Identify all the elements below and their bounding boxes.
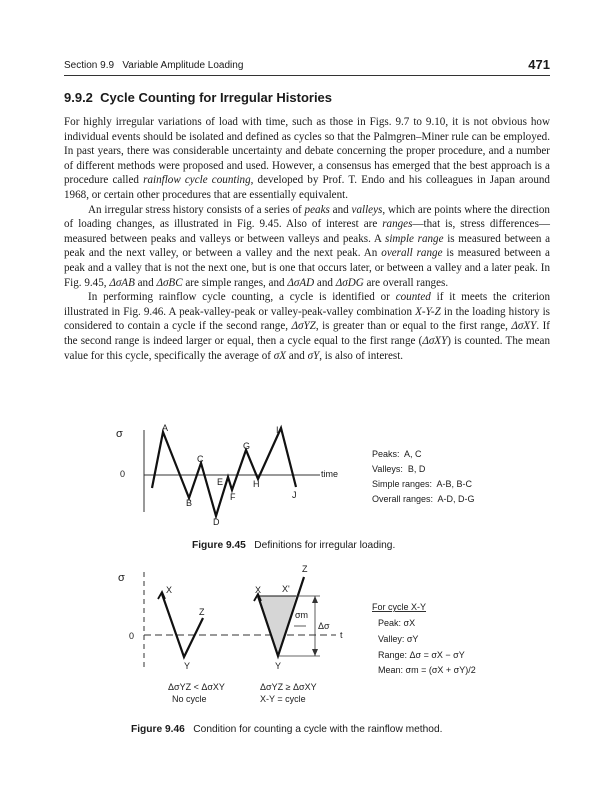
math-delta-sigma-yz: ΔσYZ — [291, 320, 316, 333]
figure-9-45-caption-text: Definitions for irregular loading. — [254, 540, 396, 551]
math-delta-sigma-ad: ΔσAD — [287, 276, 315, 289]
sigma-m-label: σm — [295, 610, 309, 620]
term-simple-range: simple range — [385, 232, 444, 245]
point-d-label: D — [213, 517, 220, 527]
point-a-label: A — [162, 423, 169, 433]
legend-946-valley: Valley: σY — [378, 634, 419, 644]
right-x-prime-label: X' — [282, 584, 290, 594]
legend-946-range: Range: Δσ = σX − σY — [378, 650, 465, 660]
math-delta-sigma-dg: ΔσDG — [335, 276, 364, 289]
math-sigma-x: σX — [273, 349, 287, 362]
sigma-axis-label-946: σ — [118, 572, 125, 584]
legend-946-mean: Mean: σm = (σX + σY)/2 — [378, 665, 476, 675]
figure-9-45-label: Figure 9.45 — [192, 540, 246, 551]
figure-9-46 — [110, 562, 510, 712]
point-f-label: F — [230, 492, 236, 502]
sigma-axis-label: σ — [116, 428, 123, 440]
range-arrow-top — [312, 596, 318, 603]
time-label: time — [321, 469, 339, 479]
point-i-label: I — [276, 425, 279, 435]
body-text — [64, 115, 550, 363]
term-rainflow: rainflow cycle counting — [143, 174, 251, 187]
left-y-label: Y — [184, 661, 191, 671]
right-result: X-Y = cycle — [260, 694, 306, 704]
math-delta-sigma-xy-2: ΔσXY — [422, 334, 448, 347]
legend-peaks: Peaks: A, C — [372, 449, 422, 459]
math-delta-sigma-ab: ΔσAB — [109, 276, 135, 289]
math-sigma-y: σY — [307, 349, 320, 362]
legend-simple-ranges: Simple ranges: A-B, B-C — [372, 479, 473, 489]
point-h-label: H — [253, 479, 260, 489]
term-peaks: peaks — [304, 203, 330, 216]
left-result: No cycle — [172, 694, 207, 704]
math-xyz: X-Y-Z — [415, 305, 441, 318]
zero-label: 0 — [120, 469, 126, 479]
section-title: 9.9.2 Cycle Counting for Irregular Histories — [64, 90, 333, 105]
legend-946-title: For cycle X-Y — [372, 602, 427, 612]
zero-label-946: 0 — [129, 631, 135, 641]
t-axis-label: t — [340, 630, 343, 640]
math-delta-sigma-xy: ΔσXY — [511, 320, 537, 333]
figure-9-45 — [110, 420, 510, 530]
figure-9-45-caption — [192, 540, 395, 551]
cycle-region — [258, 596, 296, 656]
paragraph-2: An irregular stress history consists of a series of peaks and valleys, which are points where the direction of loading changes, as illustrated in Fig. 9.45. Also of interest are ranges—that is, stress differences—measured between peaks and valleys or between valleys and peaks. A simple range is measured between a peak and the next valley, or between a valley and the next peak. An overall range is measured between a peak and a valley that is not the next one, but is one that occurs later, or between a valley and a later peak. In Fig. 9.45, ΔσAB and ΔσBC are simple ranges, and ΔσAD and ΔσDG are overall ranges. — [64, 203, 550, 289]
point-b-label: B — [186, 498, 193, 508]
legend-valleys: Valleys: B, D — [372, 464, 426, 474]
page-number: 471 — [528, 57, 550, 72]
left-x-label: X — [166, 585, 173, 595]
right-y-label: Y — [275, 661, 282, 671]
point-j-label: J — [292, 490, 297, 500]
right-z-label: Z — [302, 564, 308, 574]
right-x-label: X — [255, 585, 262, 595]
left-condition: ΔσYZ < ΔσXY — [168, 682, 225, 692]
delta-sigma-label: Δσ — [318, 621, 330, 631]
paragraph-3: In performing rainflow cycle counting, a cycle is identified or counted if it meets the criterion illustrated in Fig. 9.46. A peak-valley-peak or valley-peak-valley combination X-Y-Z in the loading history is considered to contain a cycle if the second range, ΔσYZ, is greater than or equal to the first range, ΔσXY. If the second range is indeed larger or equal, then a cycle equal to the first range (ΔσXY) is counted. The mean value for this cycle, specifically the average of σX and σY, is also of interest. — [64, 291, 551, 362]
header-rule — [64, 75, 550, 76]
legend-946-peak: Peak: σX — [378, 618, 416, 628]
point-e-label: E — [217, 477, 224, 487]
section-header-text: Section 9.9 Variable Amplitude Loading — [64, 60, 244, 71]
term-counted: counted — [395, 291, 431, 304]
stress-history-line — [152, 428, 296, 516]
term-overall-range: overall range — [381, 247, 443, 260]
left-z-label: Z — [199, 607, 205, 617]
paragraph-1: For highly irregular variations of load with time, such as those in Figs. 9.7 to 9.10, it is not obvious how individual events should be isolated and defined as cycles so that the Palmgren–Miner rule can be employed. In past years, there was considerable uncertainty and debate concerning the proper procedure, and a number of different methods were proposed and used. However, a consensus has emerged that the best approach is a procedure called rainflow cycle counting, developed by Prof. T. Endo and his colleagues in Japan around 1968, or certain other procedures that are essentially equivalent. — [64, 116, 550, 201]
figure-9-46-caption-text: Condition for counting a cycle with the rainflow method. — [193, 724, 443, 735]
legend-overall-ranges: Overall ranges: A-D, D-G — [372, 494, 475, 504]
term-ranges: ranges — [382, 218, 413, 231]
figure-9-46-label: Figure 9.46 — [131, 724, 185, 735]
range-arrow-bottom — [312, 649, 318, 656]
point-c-label: C — [197, 454, 204, 464]
right-condition: ΔσYZ ≥ ΔσXY — [260, 682, 317, 692]
figure-9-46-caption — [131, 724, 442, 735]
point-g-label: G — [243, 441, 251, 451]
left-case-line — [162, 594, 203, 657]
math-delta-sigma-bc: ΔσBC — [156, 276, 183, 289]
running-header — [64, 57, 550, 75]
term-valleys: valleys — [351, 203, 383, 216]
